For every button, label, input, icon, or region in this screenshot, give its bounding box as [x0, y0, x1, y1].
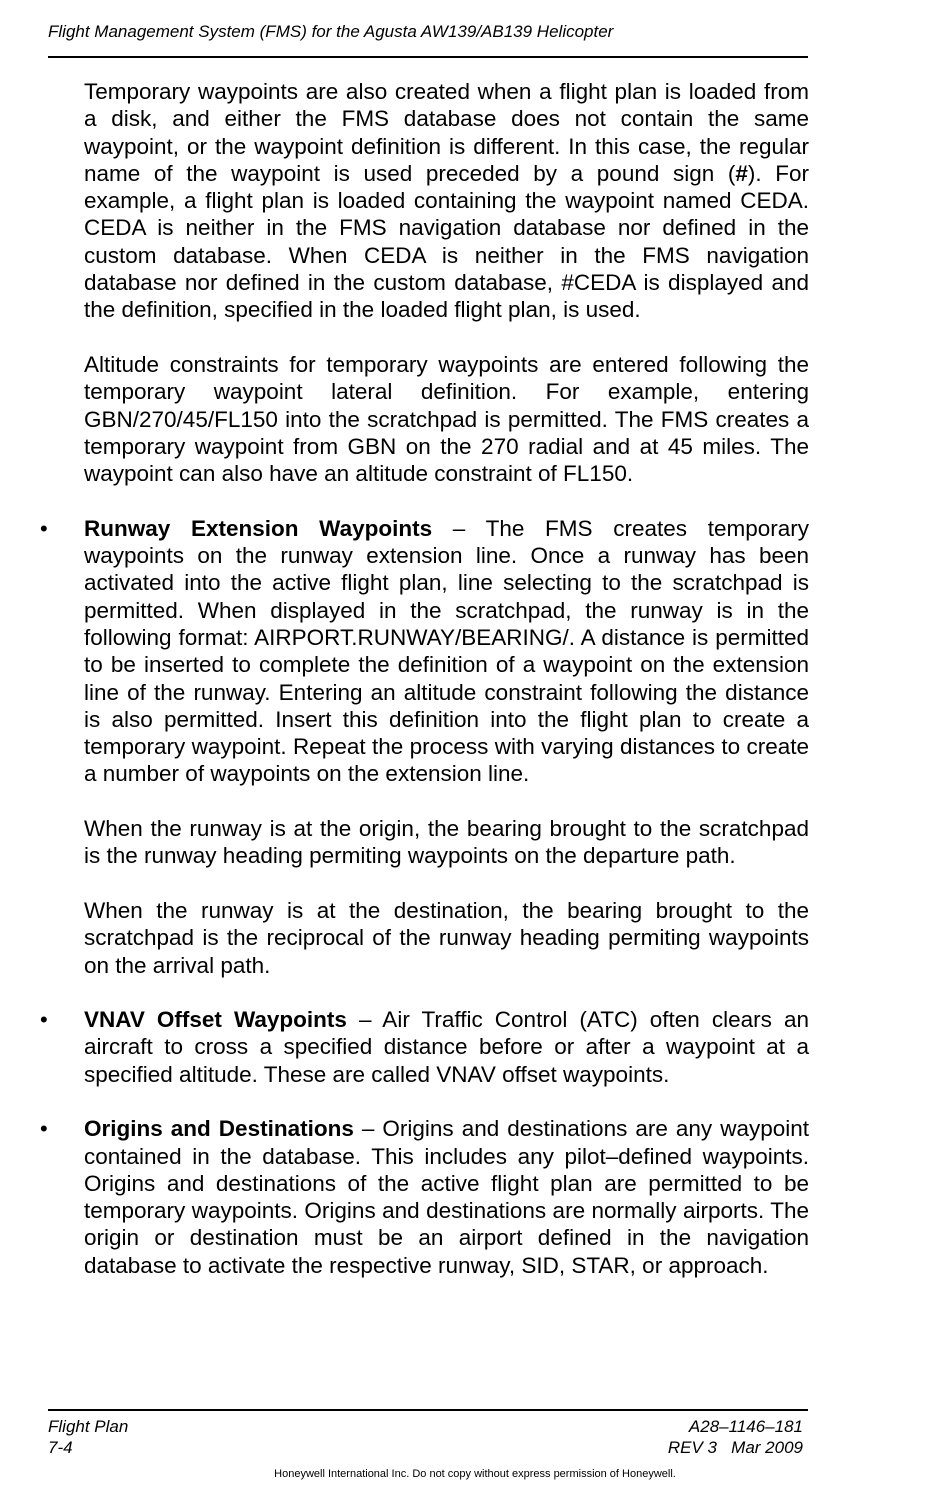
copyright-notice: Honeywell International Inc. Do not copy without express permission of Honeywell.: [274, 1468, 676, 1480]
paragraph-text: Temporary waypoints are also created when a flight plan is loaded from a disk, and either the FMS database does not contain the same waypoint, or the waypoint definition is different. In this case, the regular name of the waypoint is used preceded by a pound sign (: [84, 79, 809, 186]
paragraph-runway-destination: When the runway is at the destination, the bearing brought to the scratchpad is the reciprocal of the runway heading permiting waypoints on the arrival path.: [84, 897, 809, 978]
footer-section: Flight Plan: [48, 1417, 129, 1436]
bullet-icon: •: [40, 1116, 48, 1142]
pound-sign: #: [735, 160, 748, 186]
bullet-title: Runway Extension Waypoints: [84, 515, 433, 541]
header-rule: [48, 56, 808, 58]
body-text: [40, 78, 809, 1306]
bullet-icon: •: [40, 1007, 48, 1033]
bullet-text: – Origins and destinations are any waypoint contained in the database. This includes any pilot–defined waypoints. Origins and destinations of the active flight plan are permitted to be temporary waypoints. Origins and destinations are normally airports. The origin or destination must be an airport defined in the navigation database to activate the respective runway, SID, STAR, or approach.: [84, 1116, 809, 1278]
footer-revision: REV 3 Mar 2009: [667, 1438, 803, 1457]
bullet-runway-extension: [40, 515, 809, 788]
paragraph-pound-sign: [84, 78, 809, 324]
paragraph-runway-origin: When the runway is at the origin, the bearing brought to the scratchpad is the runway heading permiting waypoints on the departure path.: [84, 816, 809, 869]
footer-doc-number: A28–1146–181: [688, 1417, 803, 1436]
bullet-text: – Air Traffic Control (ATC) often clears an aircraft to cross a specified distance before or after a waypoint at a specified altitude. These are called VNAV offset waypoints.: [84, 1007, 809, 1087]
page-footer: [48, 1416, 803, 1458]
footer-page-number: 7-4: [48, 1438, 73, 1457]
bullet-text: – The FMS creates temporary waypoints on the runway extension line. Once a runway has been activated into the active flight plan, line selecting to the scratchpad is permitted. When displayed in the scratchpad, the runway is in the following format: AIRPORT.RUNWAY/BEARING/. A distance is permitted to be inserted to complete the definition of a waypoint on the extension line of the runway. Entering an altitude constraint following the distance is also permitted. Insert this definition into the flight plan to create a temporary waypoint. Repeat the process with varying distances to create a number of waypoints on the extension line.: [84, 515, 809, 787]
bullet-icon: •: [40, 515, 48, 541]
paragraph-altitude-constraints: Altitude constraints for temporary waypoints are entered following the temporary waypoint lateral definition. For example, entering GBN/270/45/FL150 into the scratchpad is permitted. The FMS creates a temporary waypoint from GBN on the 270 radial and at 45 miles. The waypoint can also have an altitude constraint of FL150.: [84, 351, 809, 487]
bullet-origins-destinations: [40, 1115, 809, 1279]
bullet-title: Origins and Destinations: [84, 1116, 354, 1142]
bullet-vnav-offset: [40, 1006, 809, 1088]
bullet-title: VNAV Offset Waypoints: [84, 1007, 347, 1033]
footer-rule: [48, 1409, 808, 1411]
paragraph-text: ). For example, a flight plan is loaded containing the waypoint named CEDA. CEDA is neither in the FMS navigation database nor defined in the custom database. When CEDA is neither in the FMS navigation database nor defined in the custom database, #CEDA is displayed and the definition, specified in the loaded flight plan, is used.: [84, 160, 809, 323]
running-header: Flight Management System (FMS) for the Agusta AW139/AB139 Helicopter: [48, 22, 614, 41]
